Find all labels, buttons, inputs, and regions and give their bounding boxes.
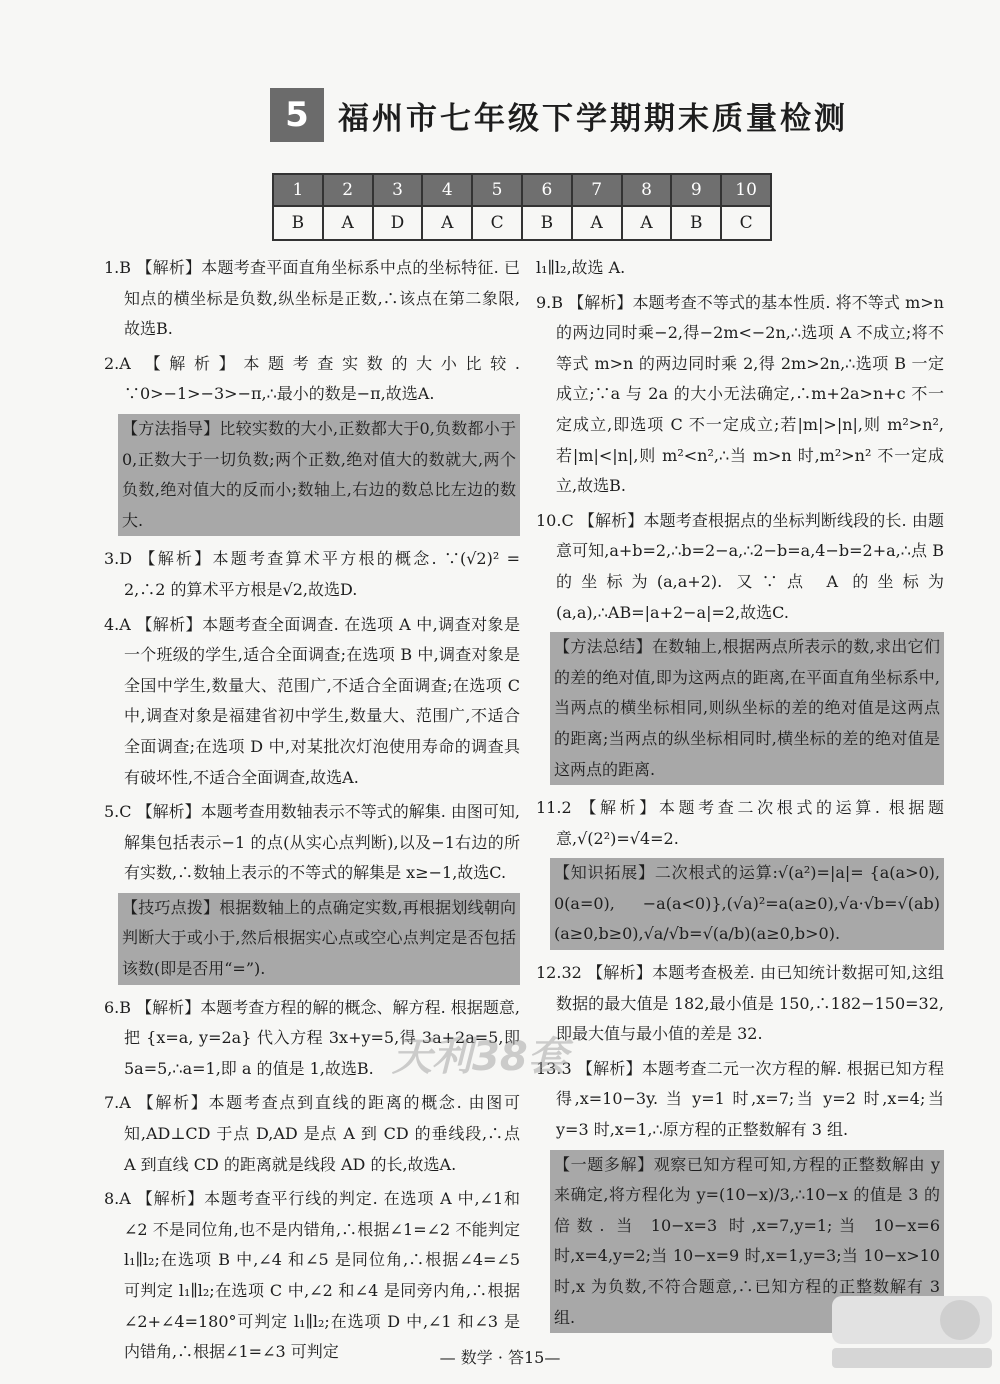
tip-box: 【方法指导】比较实数的大小,正数都大于0,负数都小于0,正数大于一切负数;两个正数,绝对值大的数就大,两个负数,绝对值大的反而小;数轴上,右边的数总比左边的数大.: [118, 414, 520, 536]
solution-item: l₁∥l₂,故选 A.: [536, 258, 626, 277]
answer-number-cell: 6: [522, 174, 572, 206]
answer-choice-cell: C: [721, 206, 771, 240]
solution-item: 5.C 【解析】本题考查用数轴表示不等式的解集. 由图可知,解集包括表示−1 的点(从实心点判断),以及−1右边的所有实数,∴数轴上表示的不等式的解集是 x≥−1,故选C.: [104, 802, 520, 883]
answer-number-cell: 5: [472, 174, 522, 206]
solution-item: 8.A 【解析】本题考查平行线的判定. 在选项 A 中,∠1和∠2 不是同位角,也不是内错角,∴根据∠1=∠2 不能判定 l₁∥l₂;在选项 B 中,∠4 和∠5 是同位角,∴根据∠4=∠5 可判定 l₁∥l₂;在选项 C 中,∠2 和∠4 是同旁内角,∴根据∠2+∠4=180°可判定 l₁∥l₂;在选项 D 中,∠1 和∠3 是内错角,∴根据∠1=∠3 可判定: [104, 1189, 520, 1362]
answer-choice-cell: B: [671, 206, 721, 240]
solution-item: 1.B 【解析】本题考查平面直角坐标系中点的坐标特征. 已知点的横坐标是负数,纵坐标是正数,∴该点在第二象限,故选B.: [104, 258, 520, 339]
answer-number-cell: 3: [373, 174, 423, 206]
answer-choice-cell: B: [522, 206, 572, 240]
answer-choice-cell: C: [472, 206, 522, 240]
solution-item: 7.A 【解析】本题考查点到直线的距离的概念. 由图可知,AD⊥CD 于点 D,AD 是点 A 到 CD 的垂线段,∴点 A 到直线 CD 的距离就是线段 AD 的长,故选A.: [104, 1093, 520, 1174]
answer-choice-cell: B: [273, 206, 323, 240]
tip-box: 【知识拓展】二次根式的运算:√(a²)=|a|= {a(a>0), 0(a=0), −a(a<0)},(√a)²=a(a≥0),√a·√b=√(ab)(a≥0,b≥0),√a/√b=√(a/b)(a≥0,b>0).: [550, 858, 944, 950]
page-footer: — 数学 · 答15—: [439, 1348, 561, 1367]
answer-choices-row: [273, 206, 771, 240]
solution-item: 13.3 【解析】本题考查二元一次方程的解. 根据已知方程得,x=10−3y. 当 y=1 时,x=7;当 y=2 时,x=4;当 y=3 时,x=1,∴原方程的正整数解有 3 组.: [536, 1058, 944, 1140]
section-number: 5: [270, 88, 324, 142]
answer-number-cell: 9: [671, 174, 721, 206]
solution-item: 6.B 【解析】本题考查方程的解的概念、解方程. 根据题意,把 {x=a, y=2a} 代入方程 3x+y=5,得 3a+2a=5,即 5a=5,∴a=1,即 a 的值是 1,故选B.: [104, 997, 520, 1078]
answer-choice-cell: A: [572, 206, 622, 240]
tip-box: 【一题多解】观察已知方程可知,方程的正整数解由 y 来确定,将方程化为 y=(10−x)/3,∴10−x 的值是 3 的倍数. 当 10−x=3 时,x=7,y=1;当 10−x=6 时,x=4,y=2;当 10−x=9 时,x=1,y=3;当 10−x>10 时,x 为负数,不符合题意,∴已知方程的正整数解有 3 组.: [550, 1150, 944, 1334]
solution-item: 4.A 【解析】本题考查全面调查. 在选项 A 中,调查对象是一个班级的学生,适合全面调查;在选项 B 中,调查对象是全国中学生,数量大、范围广,不适合全面调查;在选项 C 中,调查对象是福建省初中学生,数量大、范围广,不适合全面调查;在选项 D 中,对某批次灯泡使用寿命的调查具有破坏性,不适合全面调查,故选A.: [104, 614, 520, 787]
watermark: 天利38套: [392, 1034, 568, 1080]
answer-number-cell: 8: [622, 174, 672, 206]
answer-number-cell: 10: [721, 174, 771, 206]
answer-number-cell: 2: [323, 174, 373, 206]
solution-item: 9.B 【解析】本题考查不等式的基本性质. 将不等式 m>n 的两边同时乘−2,得−2m<−2n,∴选项 A 不成立;将不等式 m>n 的两边同时乘 2,得 2m>2n,∴选项 B 一定成立;∵a 与 2a 的大小无法确定,∴m+2a>n+c 不一定成立,即选项 C 不一定成立;若|m|>|n|,则 m²>n²,若|m|<|n|,则 m²<n²,∴当 m>n 时,m²>n² 不一定成立,故选B.: [536, 292, 944, 496]
answer-number-cell: 4: [422, 174, 472, 206]
site-logo: [830, 1292, 995, 1372]
section-title: [270, 88, 848, 142]
left-column: [104, 253, 520, 1372]
answer-table: [272, 173, 772, 241]
answer-choice-cell: D: [373, 206, 423, 240]
answer-numbers-row: [273, 174, 771, 206]
answer-number-cell: 7: [572, 174, 622, 206]
tip-box: 【技巧点拨】根据数轴上的点确定实数,再根据划线朝向判断大于或小于,然后根据实心点或空心点判定是否包括该数(即是否用“=”).: [118, 893, 520, 985]
solution-item: 2.A 【解析】本题考查实数的大小比较. ∵0>−1>−3>−π,∴最小的数是−π,故选A.: [104, 353, 520, 404]
answer-choice-cell: A: [422, 206, 472, 240]
solution-item: 3.D 【解析】本题考查算术平方根的概念. ∵(√2)² = 2,∴2 的算术平方根是√2,故选D.: [104, 549, 520, 599]
answer-choice-cell: A: [323, 206, 373, 240]
solution-item: 11.2 【解析】本题考查二次根式的运算. 根据题意,√(2²)=√4=2.: [536, 798, 944, 848]
solution-item: 12.32 【解析】本题考查极差. 由已知统计数据可知,这组数据的最大值是 182,最小值是 150,∴182−150=32,即最大值与最小值的差是 32.: [536, 963, 944, 1044]
solution-item: 10.C 【解析】本题考查根据点的坐标判断线段的长. 由题意可知,a+b=2,∴b=2−a,∴2−b=a,4−b=2+a,∴点 B 的坐标为(a,a+2). 又∵点 A 的坐标为(a,a),∴AB=|a+2−a|=2,故选C.: [536, 510, 944, 622]
answer-number-cell: 1: [273, 174, 323, 206]
tip-box: 【方法总结】在数轴上,根据两点所表示的数,求出它们的差的绝对值,即为这两点的距离,在平面直角坐标系中,当两点的横坐标相同,则纵坐标的差的绝对值是这两点的距离;当两点的纵坐标相同时,横坐标的差的绝对值是这两点的距离.: [550, 632, 944, 785]
section-heading: 福州市七年级下学期期末质量检测: [338, 100, 848, 137]
answer-choice-cell: A: [622, 206, 672, 240]
right-column: [536, 253, 944, 1341]
